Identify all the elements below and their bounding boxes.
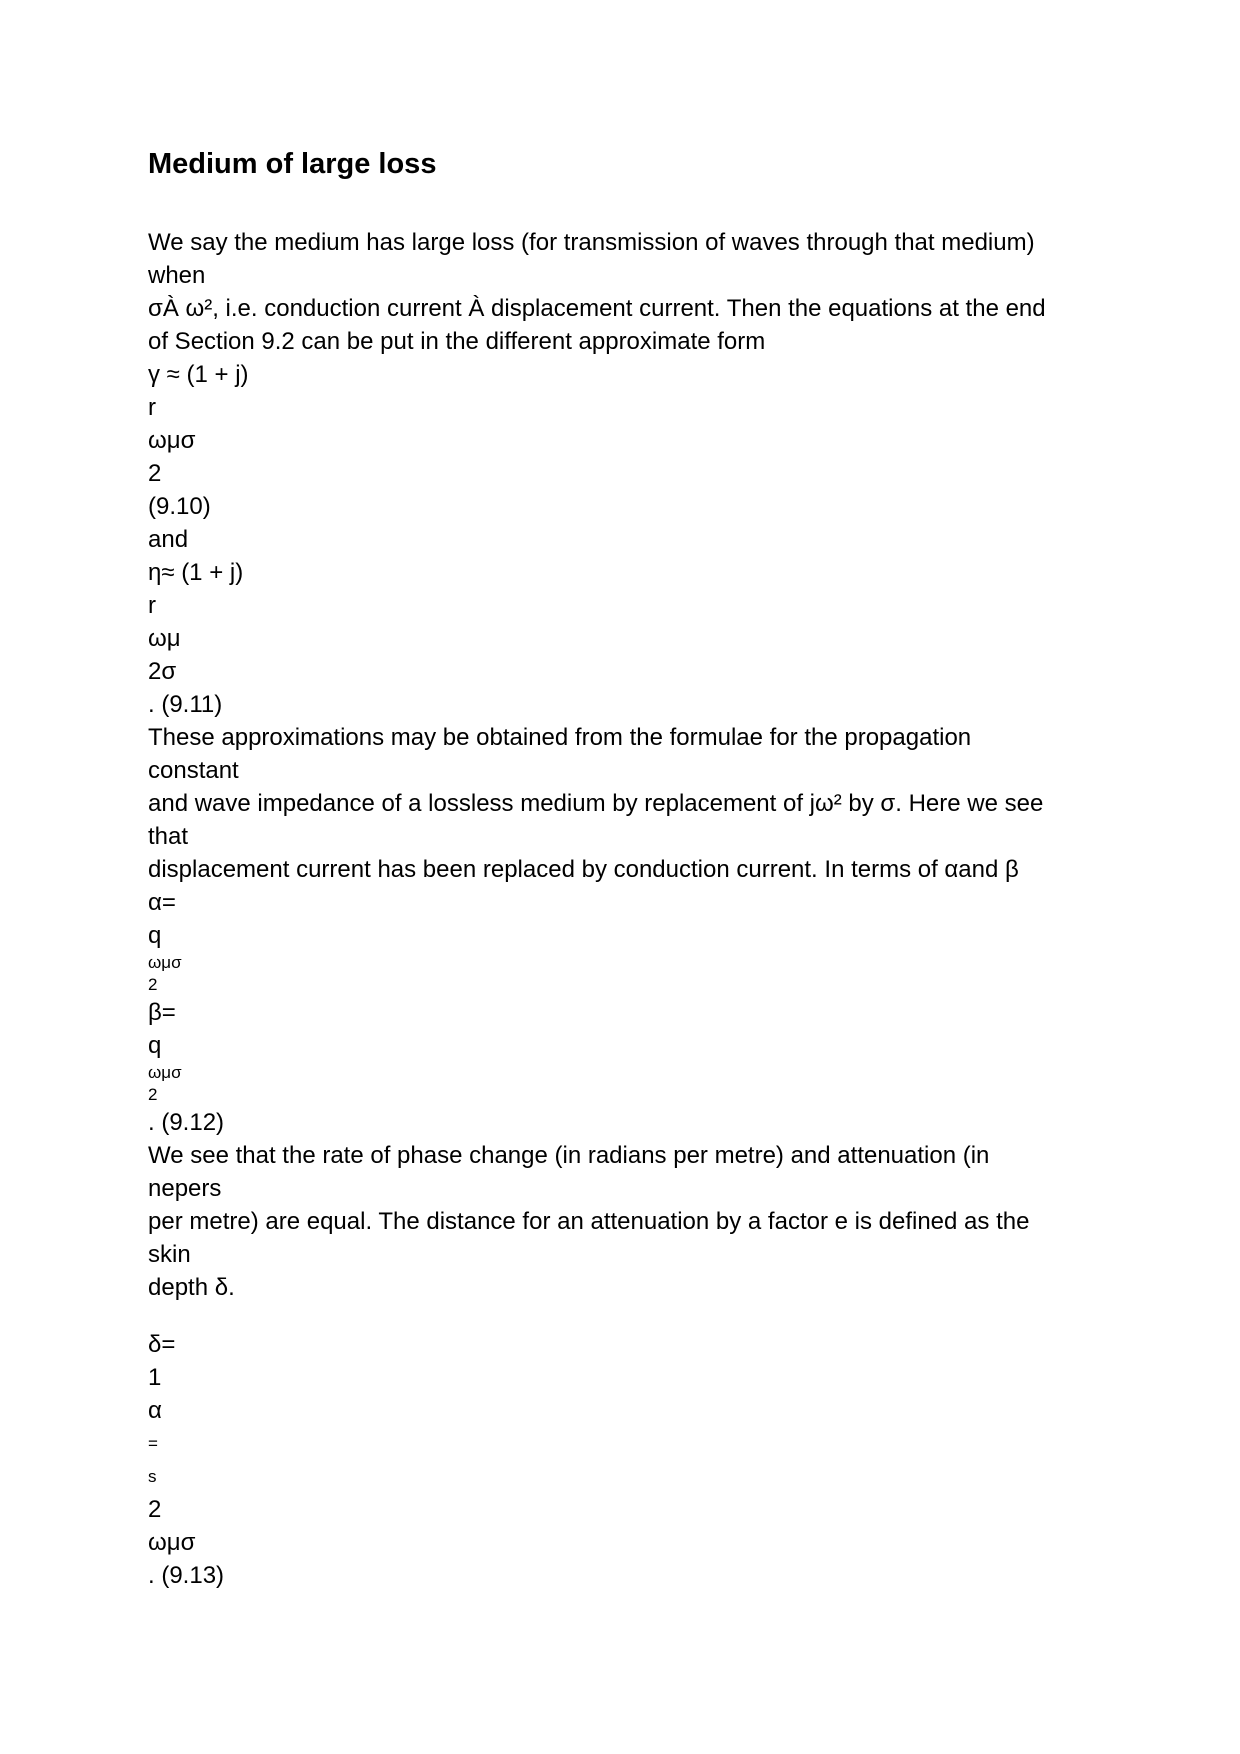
text-line: displacement current has been replaced by conduction current. In terms of αand β — [148, 856, 1019, 883]
equation-line: 2 — [148, 1085, 158, 1104]
equation-line: 2σ — [148, 658, 177, 685]
equation-line: r — [148, 394, 156, 421]
text-line: nepers — [148, 1175, 222, 1202]
text-line: and — [148, 526, 189, 553]
equation-line: ωμσ — [148, 1063, 182, 1082]
equation-line: ωμ — [148, 625, 181, 652]
equation-line: η≈ (1 + j) — [148, 559, 244, 586]
equation-line: β= — [148, 999, 176, 1026]
equation-number: . (9.13) — [148, 1562, 225, 1589]
text-line: σÀ ω², i.e. conduction current À displacement current. Then the equations at the end — [148, 295, 1046, 322]
text-line: depth δ. — [148, 1274, 235, 1301]
text-line: of Section 9.2 can be put in the different approximate form — [148, 328, 766, 355]
equation-line: r — [148, 592, 156, 619]
equation-line: = — [148, 1434, 158, 1453]
text-line: skin — [148, 1241, 191, 1268]
page-title: Medium of large loss — [148, 148, 437, 180]
text-line: per metre) are equal. The distance for an attenuation by a factor e is defined as the — [148, 1208, 1030, 1235]
text-line: We say the medium has large loss (for transmission of waves through that medium) — [148, 229, 1035, 256]
equation-line: q — [148, 922, 162, 949]
equation-number: . (9.11) — [148, 691, 223, 718]
equation-number: . (9.12) — [148, 1109, 225, 1136]
equation-line: 2 — [148, 975, 158, 994]
text-line: These approximations may be obtained from the formulae for the propagation — [148, 724, 972, 751]
equation-line: ωμσ — [148, 1529, 196, 1556]
text-line: We see that the rate of phase change (in radians per metre) and attenuation (in — [148, 1142, 990, 1169]
text-line: and wave impedance of a lossless medium by replacement of jω² by σ. Here we see — [148, 790, 1044, 817]
body-text — [148, 226, 1108, 1592]
equation-line: ωμσ — [148, 427, 196, 454]
equation-line: α= — [148, 889, 176, 916]
equation-line: δ= — [148, 1331, 176, 1358]
equation-line: ωμσ — [148, 953, 182, 972]
equation-line: 2 — [148, 1496, 162, 1523]
text-line: when — [148, 262, 206, 289]
equation-line: q — [148, 1032, 162, 1059]
equation-line: 2 — [148, 460, 162, 487]
equation-line: α — [148, 1397, 162, 1424]
equation-line: γ ≈ (1 + j) — [148, 361, 249, 388]
text-line: constant — [148, 757, 239, 784]
text-line: that — [148, 823, 189, 850]
equation-number: (9.10) — [148, 493, 211, 520]
equation-line: 1 — [148, 1364, 162, 1391]
equation-line: s — [148, 1467, 157, 1486]
